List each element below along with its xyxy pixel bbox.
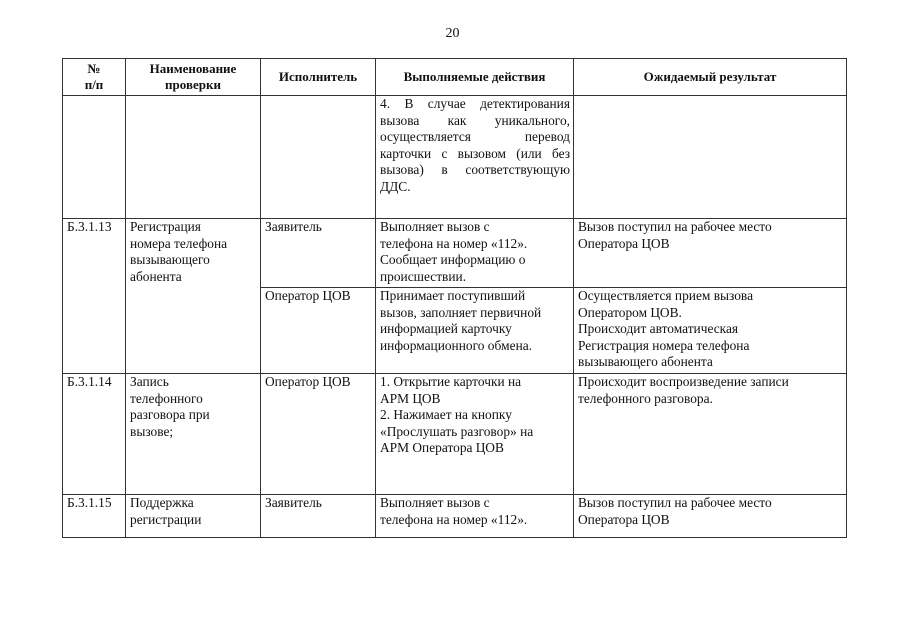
- row-executor: Оператор ЦОВ: [261, 374, 376, 495]
- checks-table: [62, 58, 847, 538]
- row-expected-result: Осуществляется прием вызова Оператором ЦОВ. Происходит автоматическая Регистрация номера телефона вызывающего абонента: [574, 288, 847, 374]
- row-code: Б.3.1.13: [63, 219, 126, 374]
- header-num: № п/п: [63, 59, 126, 96]
- row-executor: Заявитель: [261, 495, 376, 538]
- row-expected-result: Вызов поступил на рабочее место Оператора ЦОВ: [574, 219, 847, 288]
- table-row: [63, 96, 847, 219]
- table-header-row: [63, 59, 847, 96]
- row-actions: Принимает поступивший вызов, заполняет первичной информацией карточку информационного обмена.: [376, 288, 574, 374]
- row-check-name: Регистрация номера телефона вызывающего абонента: [126, 219, 261, 374]
- row-check-name: Поддержка регистрации: [126, 495, 261, 538]
- header-check-name: Наименование проверки: [126, 59, 261, 96]
- row-actions: Выполняет вызов с телефона на номер «112».: [376, 495, 574, 538]
- row-actions: 4. В случае детектирования вызова как уникального, осуществляется перевод карточки с вызовом (или без вызова) в соответствующую ДДС.: [376, 96, 574, 219]
- row-expected-result: [574, 96, 847, 219]
- row-code: Б.3.1.15: [63, 495, 126, 538]
- table-row: [63, 374, 847, 495]
- page-number: 20: [445, 26, 460, 41]
- row-check-name: Запись телефонного разговора при вызове;: [126, 374, 261, 495]
- row-actions: Выполняет вызов с телефона на номер «112». Сообщает информацию о происшествии.: [376, 219, 574, 288]
- row-code: Б.3.1.14: [63, 374, 126, 495]
- header-expected-result: Ожидаемый результат: [574, 59, 847, 96]
- row-executor: [261, 96, 376, 219]
- row-check-name: [126, 96, 261, 219]
- table-row: [63, 495, 847, 538]
- row-actions: 1. Открытие карточки на АРМ ЦОВ 2. Нажимает на кнопку «Прослушать разговор» на АРМ Оператора ЦОВ: [376, 374, 574, 495]
- table-row: [63, 219, 847, 288]
- row-executor: Оператор ЦОВ: [261, 288, 376, 374]
- header-actions: Выполняемые действия: [376, 59, 574, 96]
- row-code: [63, 96, 126, 219]
- row-expected-result: Вызов поступил на рабочее место Оператора ЦОВ: [574, 495, 847, 538]
- header-executor: Исполнитель: [261, 59, 376, 96]
- row-expected-result: Происходит воспроизведение записи телефонного разговора.: [574, 374, 847, 495]
- row-executor: Заявитель: [261, 219, 376, 288]
